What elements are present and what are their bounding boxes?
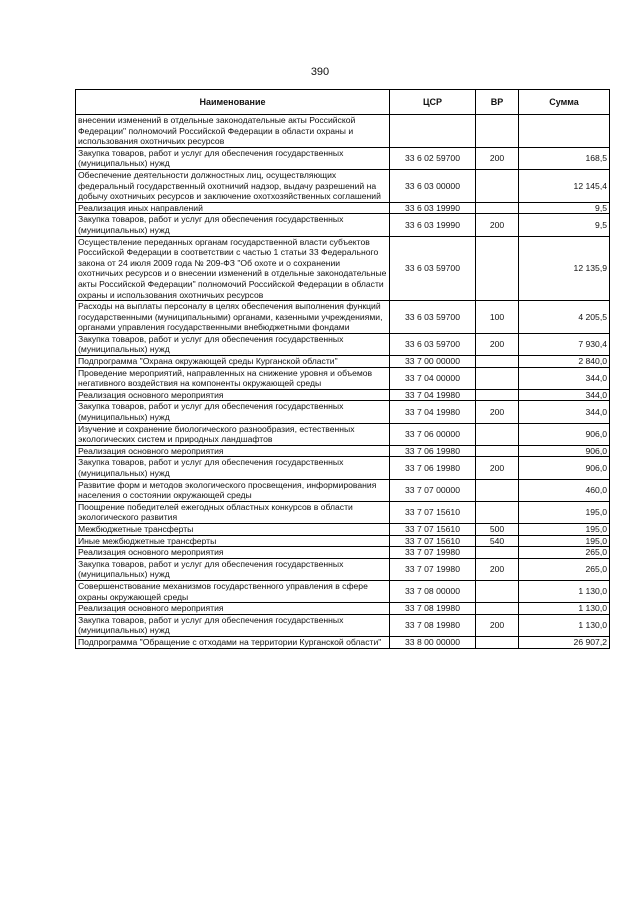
row-name: Обеспечение деятельности должностных лиц, осуществляющих федеральный государственный охотничий надзор, выдачу разрешений на добычу охотничьих ресурсов и заключение охотхозяйственных соглашений [76,169,390,202]
row-csr: 33 7 04 19980 [390,401,476,423]
row-csr: 33 7 04 19980 [390,389,476,401]
row-csr: 33 7 08 19980 [390,603,476,615]
row-name: Реализация основного мероприятия [76,547,390,559]
table-header-row [76,90,610,115]
row-vr [476,236,519,301]
row-vr [476,580,519,602]
row-vr: 200 [476,147,519,169]
row-sum: 12 135,9 [519,236,610,301]
table-row [76,445,610,457]
row-csr: 33 7 07 15610 [390,535,476,547]
row-sum: 4 205,5 [519,301,610,334]
row-vr: 200 [476,401,519,423]
row-sum [519,115,610,148]
row-sum: 906,0 [519,423,610,445]
row-csr: 33 7 06 19980 [390,457,476,479]
table-row [76,423,610,445]
row-name: Осуществление переданных органам государственной власти субъектов Российской Федерации в соответствии с частью 1 статьи 33 Федерального закона от 24 июля 2009 года № 209-ФЗ "Об охоте и о сохранении охотничьих ресурсов и о внесении изменений в отдельные законодательные акты Российской Федерации" полномочий Российской Федерации в области охраны и использования охотничьих ресурсов [76,236,390,301]
row-sum: 9,5 [519,214,610,236]
row-sum: 344,0 [519,367,610,389]
row-csr: 33 6 03 59700 [390,333,476,355]
row-csr: 33 6 03 59700 [390,301,476,334]
row-csr: 33 7 07 15610 [390,501,476,523]
row-name: Закупка товаров, работ и услуг для обеспечения государственных (муниципальных) нужд [76,614,390,636]
row-vr: 200 [476,558,519,580]
table-row [76,214,610,236]
table-row [76,457,610,479]
table-row [76,580,610,602]
row-name: Проведение мероприятий, направленных на снижение уровня и объемов негативного воздействия на компоненты окружающей среды [76,367,390,389]
table-row [76,301,610,334]
row-csr: 33 7 00 00000 [390,356,476,368]
table-row [76,147,610,169]
row-name: внесении изменений в отдельные законодательные акты Российской Федерации" полномочий Российской Федерации в области охраны и использования охотничьих ресурсов [76,115,390,148]
row-sum: 2 840,0 [519,356,610,368]
row-name: Иные межбюджетные трансферты [76,535,390,547]
header-name: Наименование [76,90,390,115]
row-name: Реализация основного мероприятия [76,445,390,457]
row-sum: 460,0 [519,479,610,501]
row-csr: 33 6 03 19990 [390,214,476,236]
row-vr [476,636,519,648]
row-sum: 195,0 [519,501,610,523]
row-name: Расходы на выплаты персоналу в целях обеспечения выполнения функций государственными (муниципальными) органами, казенными учреждениями, органами управления государственными внебюджетными фондами [76,301,390,334]
row-vr [476,547,519,559]
row-csr: 33 8 00 00000 [390,636,476,648]
row-csr: 33 7 04 00000 [390,367,476,389]
table-row [76,479,610,501]
row-csr [390,115,476,148]
row-csr: 33 7 07 00000 [390,479,476,501]
row-sum: 1 130,0 [519,614,610,636]
row-vr: 100 [476,301,519,334]
row-vr [476,423,519,445]
row-csr: 33 6 02 59700 [390,147,476,169]
table-row [76,115,610,148]
row-vr: 200 [476,614,519,636]
row-vr [476,202,519,214]
row-name: Закупка товаров, работ и услуг для обеспечения государственных (муниципальных) нужд [76,214,390,236]
table-row [76,169,610,202]
table-row [76,356,610,368]
row-name: Развитие форм и методов экологического просвещения, информирования населения о состоянии окружающей среды [76,479,390,501]
row-name: Закупка товаров, работ и услуг для обеспечения государственных (муниципальных) нужд [76,457,390,479]
row-sum: 26 907,2 [519,636,610,648]
table-row [76,501,610,523]
header-sum: Сумма [519,90,610,115]
table-row [76,202,610,214]
row-name: Межбюджетные трансферты [76,523,390,535]
row-csr: 33 7 07 19980 [390,558,476,580]
row-csr: 33 7 08 19980 [390,614,476,636]
row-vr: 500 [476,523,519,535]
row-vr [476,367,519,389]
row-vr [476,445,519,457]
row-csr: 33 7 06 00000 [390,423,476,445]
row-name: Закупка товаров, работ и услуг для обеспечения государственных (муниципальных) нужд [76,333,390,355]
row-sum: 7 930,4 [519,333,610,355]
table-row [76,558,610,580]
row-csr: 33 7 06 19980 [390,445,476,457]
row-vr: 200 [476,214,519,236]
row-vr [476,479,519,501]
row-csr: 33 7 08 00000 [390,580,476,602]
row-name: Подпрограмма "Обращение с отходами на территории Курганской области" [76,636,390,648]
row-name: Закупка товаров, работ и услуг для обеспечения государственных (муниципальных) нужд [76,401,390,423]
row-vr: 200 [476,333,519,355]
row-csr: 33 6 03 59700 [390,236,476,301]
table-row [76,535,610,547]
row-sum: 344,0 [519,389,610,401]
budget-table [75,89,610,649]
table-row [76,333,610,355]
row-vr [476,389,519,401]
row-sum: 12 145,4 [519,169,610,202]
row-sum: 1 130,0 [519,580,610,602]
row-csr: 33 6 03 00000 [390,169,476,202]
row-name: Изучение и сохранение биологического разнообразия, естественных экологических систем и природных ландшафтов [76,423,390,445]
table-row [76,389,610,401]
row-csr: 33 7 07 15610 [390,523,476,535]
row-sum: 195,0 [519,535,610,547]
row-name: Подпрограмма "Охрана окружающей среды Курганской области" [76,356,390,368]
row-vr [476,115,519,148]
row-csr: 33 6 03 19990 [390,202,476,214]
table-row [76,367,610,389]
row-name: Поощрение победителей ежегодных областных конкурсов в области экологического развития [76,501,390,523]
page-number: 390 [310,66,330,78]
row-name: Реализация основного мероприятия [76,389,390,401]
row-vr [476,501,519,523]
row-vr: 540 [476,535,519,547]
row-name: Совершенствование механизмов государственного управления в сфере охраны окружающей среды [76,580,390,602]
row-sum: 906,0 [519,457,610,479]
table-row [76,547,610,559]
row-sum: 906,0 [519,445,610,457]
header-vr: ВР [476,90,519,115]
row-sum: 344,0 [519,401,610,423]
table-row [76,523,610,535]
table-row [76,636,610,648]
row-sum: 168,5 [519,147,610,169]
header-csr: ЦСР [390,90,476,115]
row-sum: 265,0 [519,547,610,559]
table-row [76,603,610,615]
row-vr [476,169,519,202]
row-name: Реализация основного мероприятия [76,603,390,615]
table-row [76,614,610,636]
row-name: Закупка товаров, работ и услуг для обеспечения государственных (муниципальных) нужд [76,147,390,169]
row-name: Закупка товаров, работ и услуг для обеспечения государственных (муниципальных) нужд [76,558,390,580]
table-row [76,401,610,423]
table-row [76,236,610,301]
row-vr [476,603,519,615]
row-sum: 9,5 [519,202,610,214]
row-csr: 33 7 07 19980 [390,547,476,559]
row-vr: 200 [476,457,519,479]
row-sum: 265,0 [519,558,610,580]
row-name: Реализация иных направлений [76,202,390,214]
row-sum: 1 130,0 [519,603,610,615]
row-vr [476,356,519,368]
row-sum: 195,0 [519,523,610,535]
